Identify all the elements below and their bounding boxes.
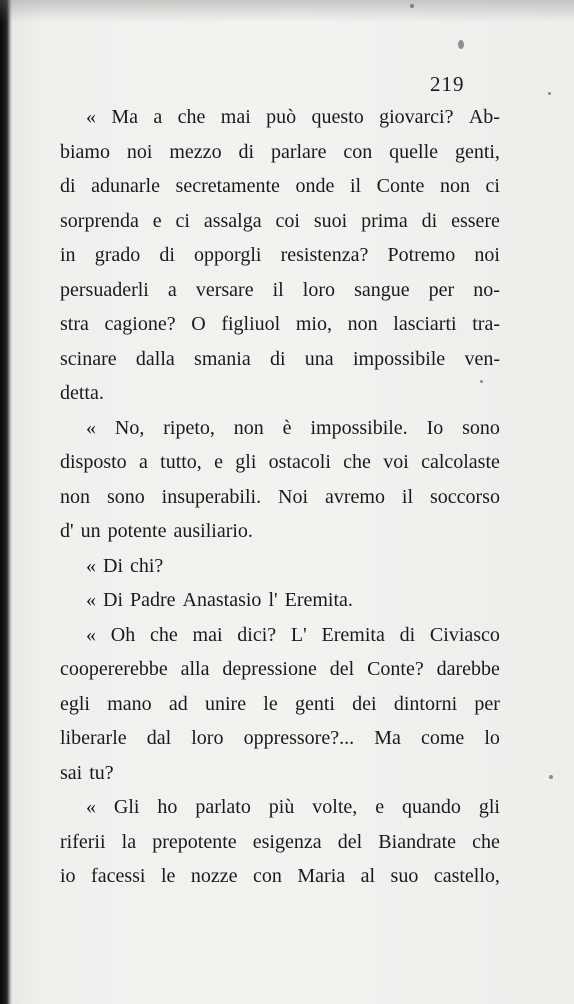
word: non [60,485,90,508]
ink-speck [410,4,414,8]
word: « [86,416,96,439]
word: ausiliario. [173,520,253,542]
word: una [304,347,334,370]
word: ostacoli [268,451,331,473]
word: Ma [374,727,401,749]
ink-speck [458,40,464,49]
word: smania [194,347,251,370]
word: Di [103,554,123,577]
word: come [420,727,465,749]
word: per [474,692,500,715]
text-line [60,204,500,239]
word: Eremita. [284,589,353,611]
word: egli [60,692,90,715]
word: per [428,278,455,301]
word: la [121,830,137,853]
word: Noi [278,485,309,508]
page-number: 219 [430,72,465,96]
word: un [80,520,101,542]
word: io [60,865,76,887]
word: « [86,106,96,128]
word: Anastasio [182,589,262,611]
word: dici? [237,623,277,646]
word: liberarle [60,727,127,749]
text-line [60,169,500,204]
word: di [269,347,286,370]
text-line [60,135,500,170]
word: voi [383,451,409,473]
word: alla [180,658,210,680]
word: che [472,830,500,853]
word: sai [60,761,83,784]
word: non [347,313,378,335]
word: « [86,623,96,646]
word: del [337,830,363,853]
word: Eremita [321,623,385,646]
word: ad [168,692,188,715]
word: calcolaste [421,451,500,473]
word: unire [204,692,247,715]
word: parlato [195,796,251,818]
word: a [138,451,148,473]
word: il [272,278,284,301]
word: Gli [113,796,140,818]
word: sangue [354,278,410,301]
text-line [60,859,500,894]
word: dintorni [393,692,458,715]
word: non [439,175,470,197]
word: O [191,313,206,335]
text-line [60,411,500,446]
word: prima [361,209,408,232]
word: d' [60,520,74,542]
text-line [60,687,500,722]
word: a [153,106,163,128]
word: mai [192,623,223,646]
word: « [86,554,96,577]
word: persuaderli [60,278,149,301]
word: Conte? [367,658,424,680]
word: parlare [270,140,327,163]
word: e [375,796,385,818]
word: suoi [313,209,348,232]
word: dei [352,692,377,715]
word: mano [107,692,152,715]
word: sono [106,485,145,508]
word: ci [175,209,190,232]
word: quelle [389,140,439,163]
word: potente [107,520,167,542]
word: con [343,140,373,163]
word: impossibile [352,347,446,370]
word: mio, [295,313,332,335]
word: di [238,140,255,163]
word: le [263,692,278,715]
word: di [159,244,175,266]
word: in [60,244,76,266]
body-text [60,100,500,894]
text-line [60,342,500,377]
word: è [282,416,292,439]
text-line [60,307,500,342]
word: giovarci? [379,106,454,128]
word: dalla [135,347,175,370]
word: ven- [464,347,500,370]
word: con [253,865,282,887]
word: noi [126,140,153,163]
word: stra [60,313,89,335]
text-line [60,583,500,618]
word: tra- [472,313,500,335]
word: oppressore?... [243,727,355,749]
word: facessi [91,865,146,887]
word: depressione [222,658,317,680]
word: di [421,209,438,232]
word: Padre [130,589,176,611]
word: al [360,865,376,887]
word: disposto [60,451,127,473]
word: Civiasco [429,623,500,646]
text-line [60,480,500,515]
word: insuperabili. [161,485,262,508]
word: Potremo [387,244,456,266]
word: del [329,658,355,680]
word: Conte [376,175,425,197]
text-line [60,549,500,584]
word: impossibile. [310,416,408,439]
word: dal [146,727,172,749]
word: suo [390,865,419,887]
word: non [233,416,264,439]
word: sorprenda [60,209,139,232]
word: e [152,209,162,232]
word: genti, [454,140,500,163]
text-line [60,825,500,860]
word: biamo [60,140,110,163]
word: resistenza? [280,244,369,266]
word: L' [290,623,307,646]
word: il [401,485,414,508]
word: prepotente [152,830,237,853]
word: ho [157,796,178,818]
word: castello, [433,865,500,887]
word: e [214,451,223,473]
word: di [399,623,416,646]
word: coopererebbe [60,658,168,680]
word: nozze [190,865,238,887]
word: detta. [60,382,104,404]
top-shadow [0,0,574,22]
binding-edge [0,0,12,1004]
word: può [266,106,297,128]
text-line [60,652,500,687]
text-line [60,514,500,549]
word: questo [311,106,364,128]
word: sono [462,416,500,439]
word: assalga [203,209,262,232]
word: « [86,589,96,611]
word: Ab- [468,106,500,128]
word: il [349,175,362,197]
text-line [60,618,500,653]
word: grado [94,244,141,266]
word: chi? [130,554,164,577]
word: gli [235,451,257,473]
word: le [160,865,176,887]
word: avremo [324,485,385,508]
word: loro [191,727,224,749]
word: Di [103,589,123,611]
word: Ma [111,106,139,128]
word: volte, [312,796,358,818]
word: adunarle [91,175,160,197]
word: scinare [60,347,117,370]
word: mezzo [169,140,222,163]
word: ripeto, [163,416,215,439]
word: No, [114,416,145,439]
text-line [60,238,500,273]
word: soccorso [429,485,500,508]
word: figliuol [221,313,281,335]
word: tutto, [160,451,202,473]
word: darebbe [436,658,500,680]
ink-speck [548,92,551,95]
word: che [149,623,178,646]
word: gli [478,796,500,818]
word: « [86,796,96,818]
ink-speck [549,775,553,779]
word: riferii [60,830,106,853]
word: lo [484,727,500,749]
text-line [60,273,500,308]
word: Oh [110,623,136,646]
text-line [60,100,500,135]
text-line [60,756,500,791]
word: Maria [297,865,346,887]
word: Io [426,416,444,439]
word: cagione? [104,313,176,335]
word: genti [294,692,335,715]
word: che [177,106,206,128]
word: loro [302,278,336,301]
word: che [343,451,371,473]
word: l' [268,589,278,611]
word: noi [474,244,500,266]
text-line [60,790,500,825]
word: più [268,796,295,818]
word: quando [402,796,461,818]
word: di [60,175,76,197]
word: mai [220,106,251,128]
word: a [167,278,177,301]
word: tu? [89,761,114,784]
word: esigenza [252,830,322,853]
word: no- [473,278,500,301]
word: lasciarti [393,313,457,335]
word: essere [451,209,500,232]
word: onde [295,175,335,197]
word: versare [195,278,254,301]
word: ci [485,175,500,197]
text-line [60,445,500,480]
word: coi [275,209,300,232]
word: Biandrate [378,830,457,853]
text-line [60,721,500,756]
word: opporgli [194,244,262,266]
text-line [60,376,500,411]
word: secretamente [175,175,280,197]
